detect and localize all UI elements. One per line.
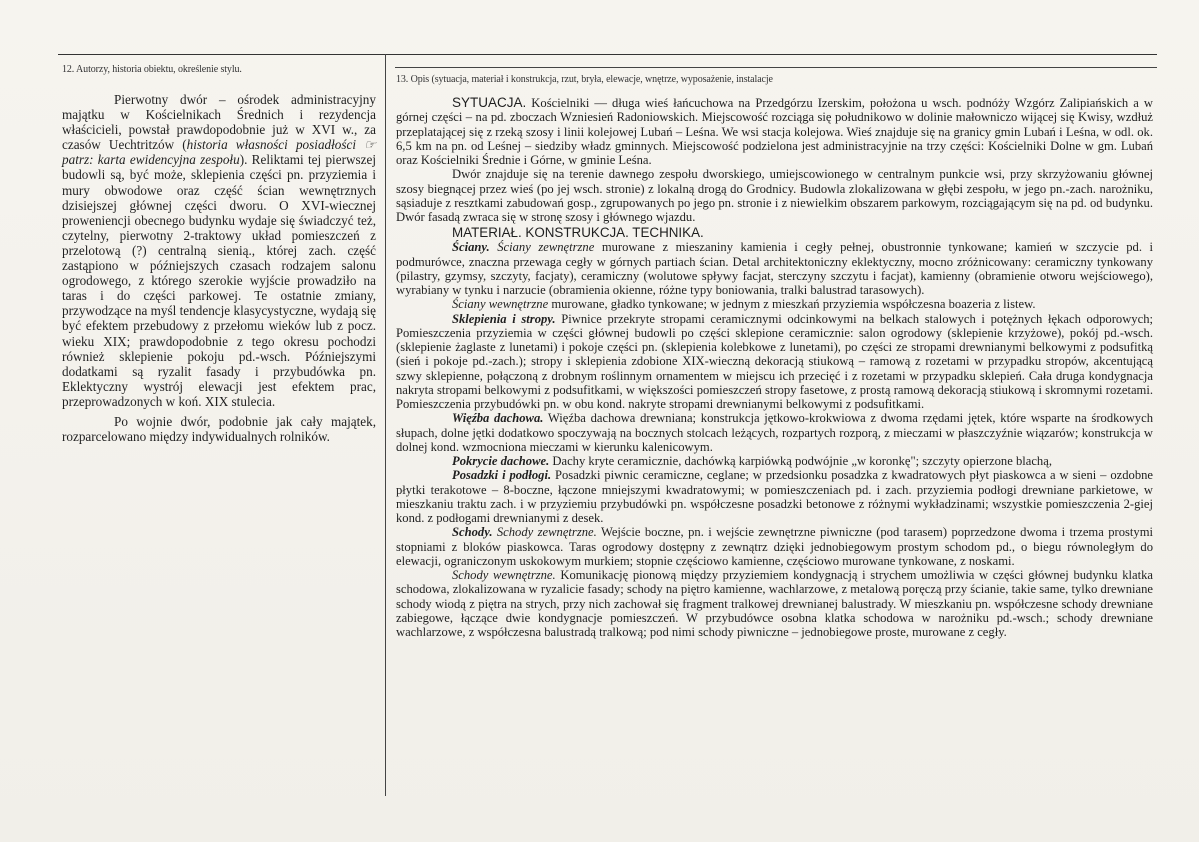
roof-truss-label: Więźba dachowa. — [452, 411, 544, 426]
roof-truss-paragraph — [396, 411, 1153, 454]
interior-stairs-paragraph — [396, 568, 1153, 639]
column-divider — [385, 54, 386, 796]
exterior-walls-text: murowane z mieszaniny kamienia i cegły pełnej, obustronnie tynkowane; kamień w szczycie pd. i podmurówce, znaczna przewaga cegły w górnych partiach ścian. Detal architektoniczny eklektyczny, mocno zróżnicowany: ceramiczny tynkowany (pilastry, gzymsy, szczyty, facjaty), ceramiczny (wolutowe spływy facjat, sterczyny szczytu i facjat), kamienny (obramienie otworu wejściowego), wyrabiany w tynku i narzucie (obramienia okienne, różne typy boniowania, tralki balustrad tarasowych). — [396, 240, 1154, 297]
vaults-label: Sklepienia i stropy. — [452, 311, 556, 326]
material-heading: MATERIAŁ. KONSTRUKCJA. TECHNIKA. — [452, 225, 704, 241]
exterior-stairs-label: Schody zewnętrzne. — [496, 525, 597, 540]
stairs-label: Schody. — [452, 525, 493, 540]
interior-walls-label: Ściany wewnętrzne — [452, 297, 549, 312]
floors-text: Posadzki piwnic ceramiczne, ceglane; w przedsionku posadzka z kwadratowych płyt piaskowca a w sieni – ozdobne płytki terakotowe – 8-boczne, łączone mniejszymi kwadratowymi; w pomieszczeniach pd. i zach. przyziemia podłogi drewniane parkietowe, w mieszkaniu traktu zach. i w przyziemiu przybudówki pn. współczesne posadzki betonowe z różnymi wykładzinami; wszystkie pomieszczenia 2-giej kond. z podłogami drewnianymi z desek. — [396, 468, 1153, 525]
sytuacja-paragraph — [396, 96, 1153, 167]
floors-paragraph — [396, 468, 1153, 525]
exterior-stairs-text: Wejście boczne, pn. i wejście zewnętrzne piwniczne (pod tarasem) poprzedzone dwoma i trzema prostymi stopniami z bloków piaskowca. Taras ogrodowy dostępny z zewnątrz dzięki jednobiegowym prostym schodom pd., o biegu równoległym do elewacji, ograniczonym uskokowym murkiem; stopnie częściowo kamienne, częściowo murowane tynkowane, z noskami. — [396, 525, 1153, 568]
left-column — [62, 64, 376, 444]
history-text-a: Pierwotny dwór – ośrodek administracyjny majątku w Kościelnikach Średnich i rezydencja właścicieli, powstał prawdopodobnie już w XVI w., za czasów Uechtritzów ( — [62, 92, 376, 153]
header-rule — [395, 67, 1157, 68]
walls-label: Ściany. — [452, 240, 490, 255]
sytuacja-heading: SYTUACJA. — [452, 95, 527, 110]
roofing-text: Dachy kryte ceramicznie, dachówką karpiówką podwójnie „w koronkę"; szczyty opierzone blachą, — [549, 454, 1052, 468]
right-column — [396, 74, 1153, 639]
sytuacja-text: Kościelniki — długa wieś łańcuchowa na Przedgórzu Izerskim, położona u wsch. podnóży Wzgórz Zalipiańskich a w górnej części – na pd. zboczach Wzniesień Radoniowskich. Miejscowość rozciąga się południkowo w dolinie małowniczo wijącej się Kwisy, wzdłuż przeplatającej się z rzeką szosy i linii kolejowej Lubań – Leśna. We wsi stacja kolejowa. Wieś znajduje się na granicy gmin Lubań i Leśna, w odl. ok. 6,5 km na pn. od Leśnej – siedziby władz gminnych. Miejscowość podzielona jest administracyjnie na trzy części: Kościelniki Dolne w gm. Lubań oraz Kościelniki Średnie i Górne, w gminie Leśna. — [396, 96, 1153, 167]
vaults-paragraph — [396, 312, 1153, 412]
interior-walls-text: murowane, gładko tynkowane; w jednym z mieszkań przyziemia współczesna boazeria z listew. — [548, 297, 1036, 312]
roofing-paragraph — [396, 454, 1153, 468]
interior-stairs-label: Schody wewnętrzne. — [452, 568, 556, 582]
ownership-reference: historia własności posiadłości ☞ patrz: karta ewidencyjna zespołu — [62, 137, 376, 168]
location-paragraph: Dwór znajduje się na terenie dawnego zespołu dworskiego, umiejscowionego w centralnym punkcie wsi, przy skrzyżowaniu głównej szosy biegnącej przez wieś (po jej wsch. stronie) z lokalną drogą do Grodnicy. Budowla zlokalizowana w głębi zespołu, w jego pn.-zach. narożniku, sąsiaduje z resztkami zabudowań gosp., zgrupowanych po jego pn. stronie i z niewielkim obszarem parkowym, rozciągającym się na pd. od budynku. Dwór fasadą zwraca się w stronę szosy i głównego wjazdu. — [396, 167, 1153, 224]
section-header-12: 12. Autorzy, historia obiektu, określenie stylu. — [62, 64, 242, 75]
stairs-paragraph — [396, 525, 1153, 568]
interior-walls-paragraph — [396, 297, 1153, 311]
section-header-13: 13. Opis (sytuacja, materiał i konstrukcja, rzut, bryła, elewacje, wnętrze, wyposażenie, instalacje — [396, 74, 773, 85]
roof-truss-text: Więźba dachowa drewniana; konstrukcja jętkowo-krokwiowa z dwoma rzędami jętek, które wsparte na środkowych słupach, dolne jętki dodatkowo spoczywają na bocznych stolcach leżących, rozpartych rozporą, z mieczami w płaszczyźnie wiązarów; konstrukcja w dolnej kond. wzmocniona mieczami w kierunku kalenicowym. — [396, 411, 1153, 454]
floors-label: Posadzki i podłogi. — [452, 468, 552, 483]
postwar-paragraph: Po wojnie dwór, podobnie jak cały majątek, rozparcelowano między indywidualnych rolników. — [62, 413, 376, 445]
vaults-text: Piwnice przekryte stropami ceramicznymi odcinkowymi na belkach stalowych i potężnych łękach odporowych; Pomieszczenia przyziemia w części głównej budowli po części sklepione ceramicznie: salon ogrodowy (sklepienie krzyżowe), pokój pd.-wsch. (sklepienie żaglaste z lunetami) i pokoje części pn. (sklepienia kolebkowe z lunetami), po części ze stropami drewnianymi belkowymi z podsufitką (sień i pokoje pd.-zach.); stropy i sklepienia zdobione XIX-wieczną dekoracją stiukową – ramową z rozetami w przypadku stropów, akcentującą szwy sklepienne, połączoną z drobnym roślinnym ornamentem w miejscu ich przecięć i z rozetami w przypadku sklepień. Cała druga kondygnacja nakryta stropami belkowymi z podsufitkami, w większości pomieszczeń stropy fasetowe, z prostą ramową dekoracją stiukową i skromnymi rozetami. Pomieszczenia przybudówki pn. w obu kond. nakryte stropami drewnianymi belkowymi z podsufitkami. — [396, 311, 1153, 411]
top-rule — [58, 54, 1157, 55]
walls-paragraph — [396, 240, 1153, 297]
roofing-label: Pokrycie dachowe. — [452, 454, 550, 468]
interior-stairs-text: Komunikację pionową między przyziemiem kondygnacją i strychem umożliwia w części głównej budynku klatka schodowa, zlokalizowana w ryzalicie fasady; schody na piętro kamienne, wachlarzowe, z metalową poręczą przy ścianie, takie same, tylko drewniane schody wiodą z piętra na strych, przy nich zachował się fragment tralkowej drewnianej balustrady. W mieszkaniu pn. współczesne schody drewniane zabiegowe, łączące dwie kondygnacje pomieszczeń. W przybudówce osobna klatka schodowa w narożniku pd.-wsch.; schody drewniane wachlarzowe, z współczesna balustradą tralkową; pod nimi schody piwniczne – jednobiegowe proste, murowane z cegły. — [396, 568, 1153, 639]
history-paragraph — [62, 92, 376, 409]
exterior-walls-label: Ściany zewnętrzne — [497, 240, 595, 255]
history-text-b: ). Reliktami tej pierwszej budowli są, być może, sklepienia części pn. przyziemia i mury obwodowe oraz część ścian wewnętrznych dzisiejszej głównej części dworu. O XVI-wiecznej proweniencji obecnego budynku wydaje się świadczyć też, czytelny, pierwotny 2-traktowy układ pomieszczeń z przelotową (?) centralną sienią., której zach. część zastąpiono w późniejszych czasach rodzajem salonu ogrodowego, z którego szerokie wyjście prowadziło na taras i do części parkowej. Te ostatnie zmiany, przywodzące na myśl tendencje klasycystyczne, wydają się być efektem przebudowy z przełomu wieków lub z pocz. wieku XIX; prawdopodobnie z tego okresu pochodzi również sklepienie pokoju pd.-wsch. Późniejszymi dodatkami są ryzalit fasady i przybudówka pn. Eklektyczny wystrój elewacji jest efektem prac, przeprowadzonych w koń. XIX stulecia. — [62, 152, 376, 409]
